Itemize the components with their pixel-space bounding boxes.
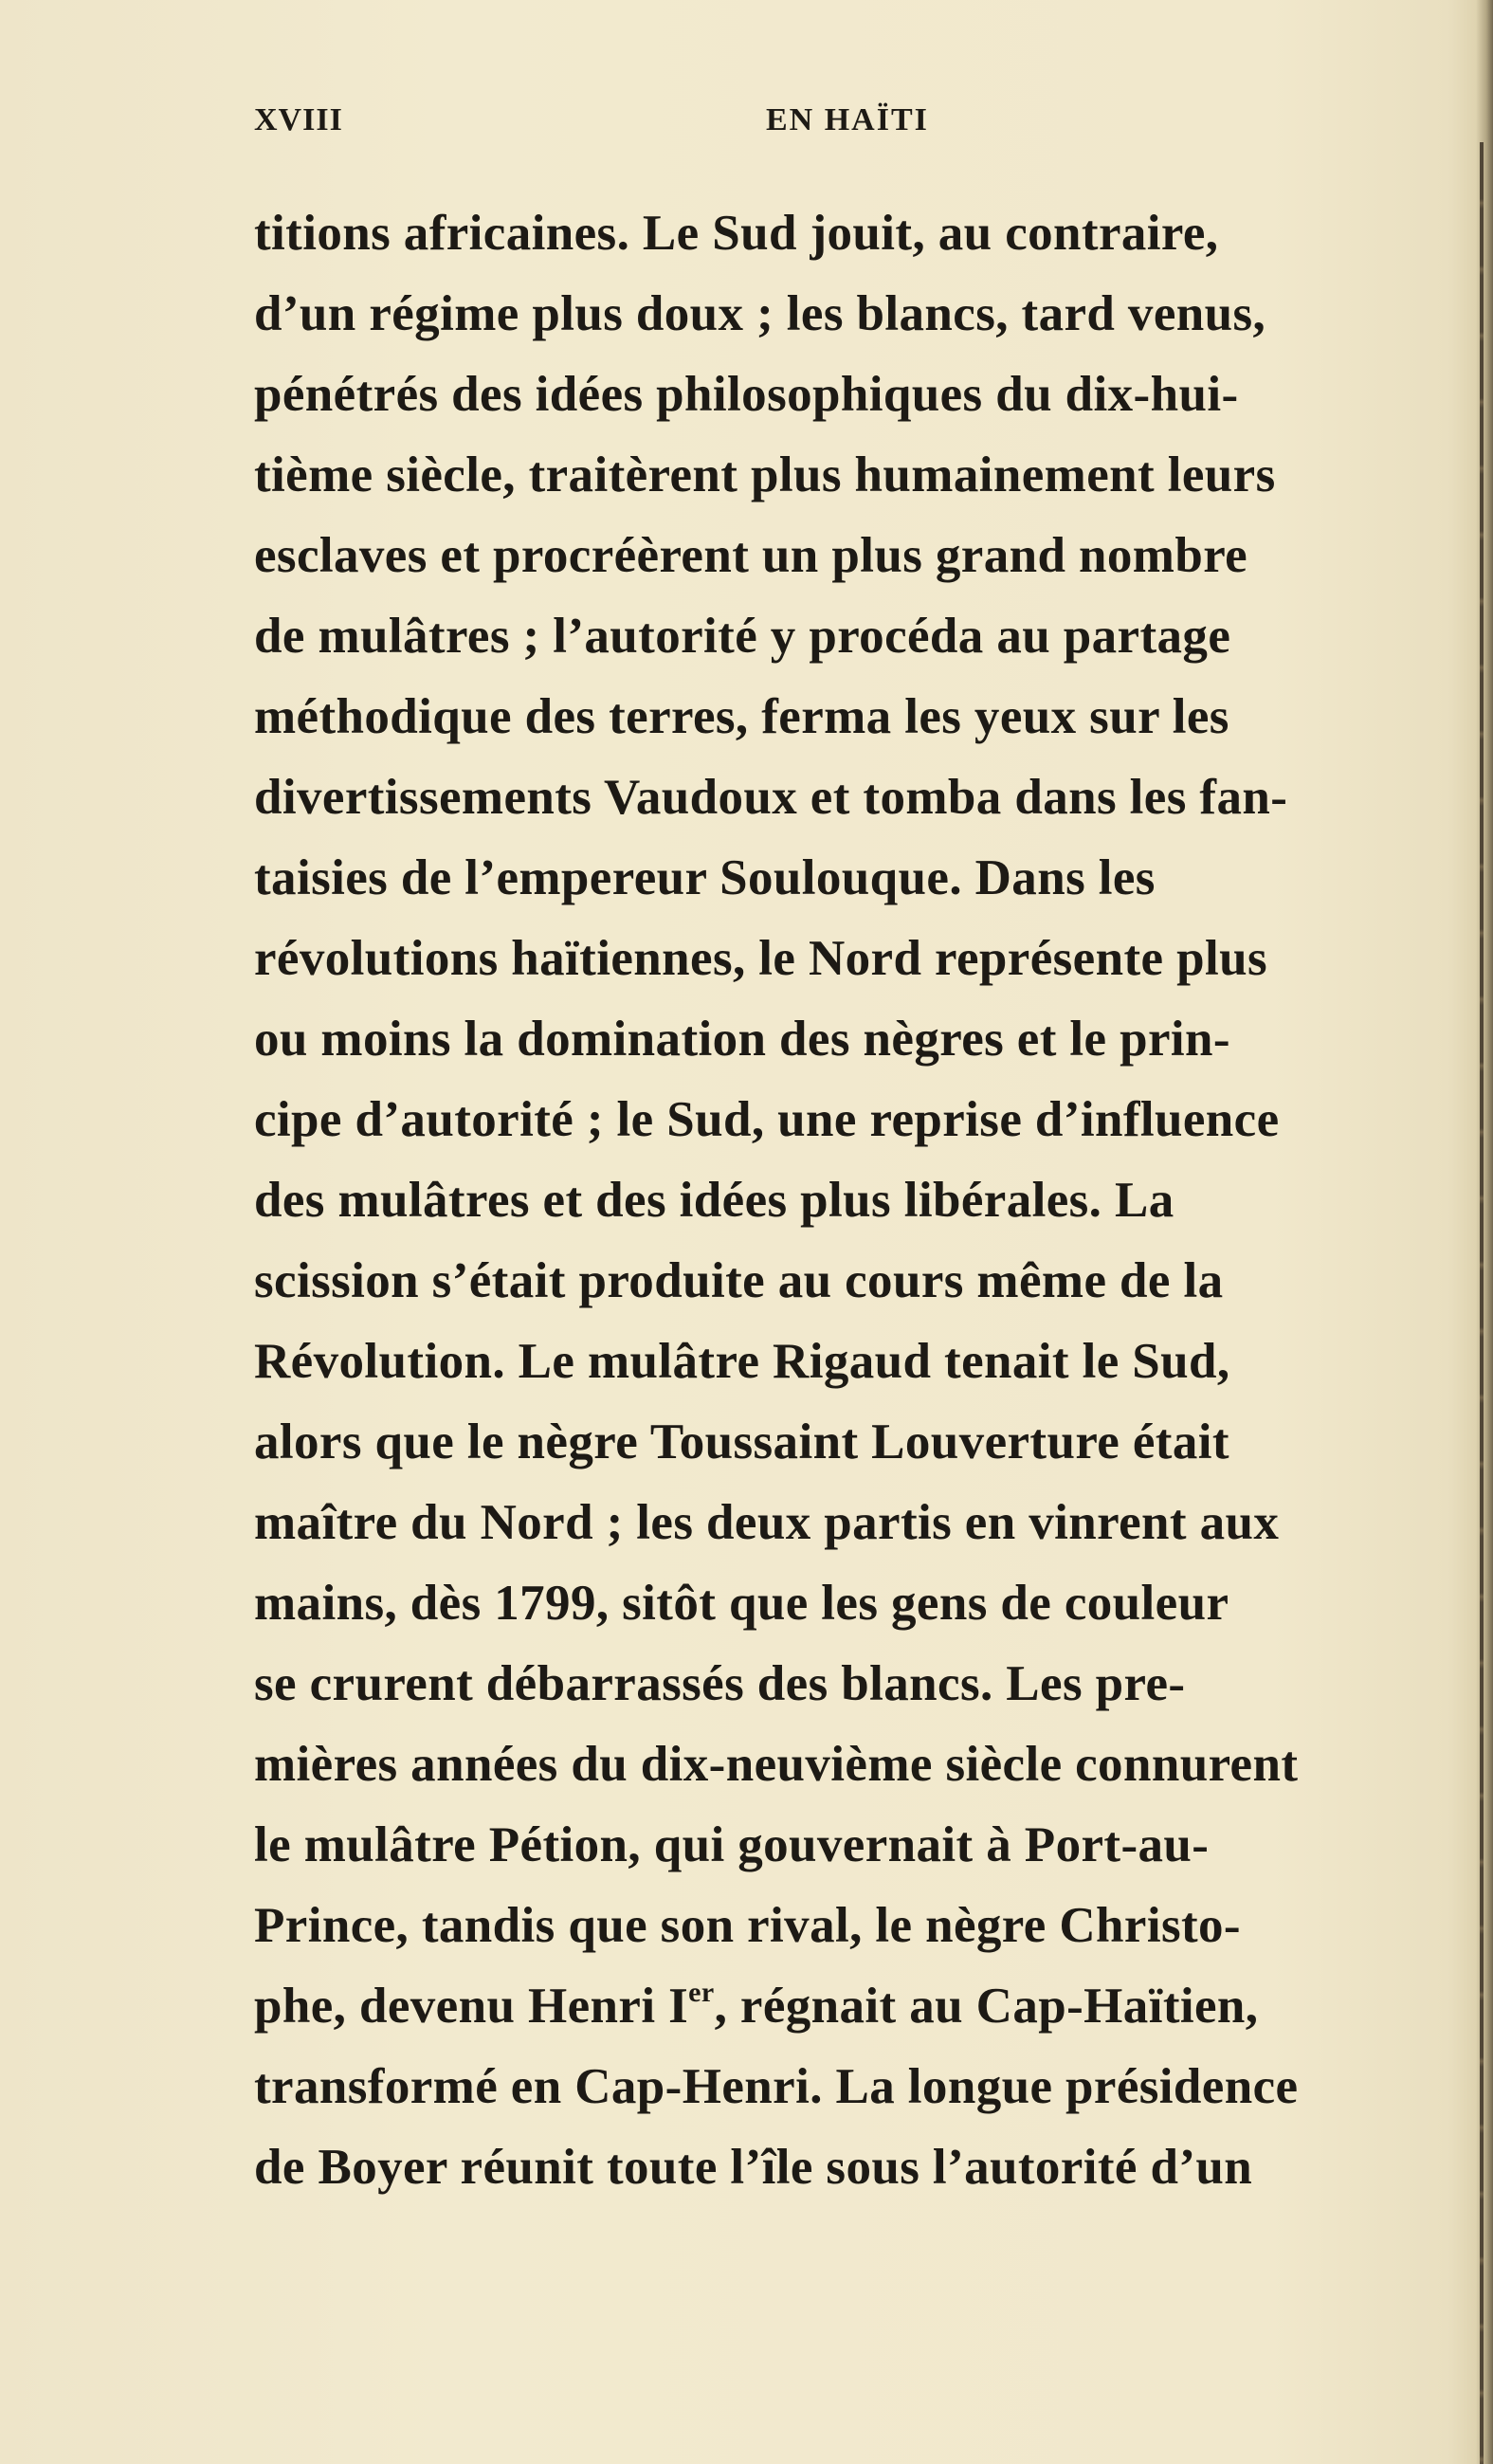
text-line: Révolution. Le mulâtre Rigaud tenait le Sud, bbox=[254, 1334, 1230, 1389]
page-edge-shadow bbox=[1476, 0, 1493, 2464]
text-line: tième siècle, traitèrent plus humainement leurs bbox=[254, 447, 1276, 502]
henri-before: phe, devenu Henri I bbox=[254, 1979, 689, 2034]
text-line: ou moins la domination des nègres et le prin- bbox=[254, 1012, 1230, 1067]
text-line: mières années du dix-neuvième siècle connurent bbox=[254, 1737, 1299, 1792]
text-line: pénétrés des idées philosophiques du dix-hui- bbox=[254, 367, 1239, 422]
text-line: révolutions haïtiennes, le Nord représente plus bbox=[254, 931, 1267, 986]
text-line: mains, dès 1799, sitôt que les gens de couleur bbox=[254, 1576, 1229, 1631]
henri-after: , régnait au Cap-Haïtien, bbox=[714, 1979, 1259, 2034]
henri-superscript: er bbox=[688, 1977, 715, 2008]
page-number: XVIII bbox=[254, 102, 343, 137]
text-line: de mulâtres ; l’autorité y procéda au partage bbox=[254, 609, 1231, 664]
body-text bbox=[254, 193, 1467, 2208]
text-line: divertissements Vaudoux et tomba dans les fan- bbox=[254, 770, 1288, 825]
text-line: maître du Nord ; les deux partis en vinrent aux bbox=[254, 1495, 1280, 1550]
text-line: titions africaines. Le Sud jouit, au contraire, bbox=[254, 206, 1219, 261]
text-line: transformé en Cap-Henri. La longue présidence bbox=[254, 2059, 1299, 2114]
running-title: EN HAÏTI bbox=[766, 102, 929, 137]
running-header bbox=[254, 102, 1278, 150]
text-line-henri bbox=[254, 1966, 1467, 2047]
page-trim-edge bbox=[1480, 142, 1484, 2464]
text-line: esclaves et procréèrent un plus grand nombre bbox=[254, 528, 1248, 583]
text-line: cipe d’autorité ; le Sud, une reprise d’influence bbox=[254, 1092, 1280, 1147]
text-line: le mulâtre Pétion, qui gouvernait à Port-au- bbox=[254, 1817, 1210, 1872]
text-line: se crurent débarrassés des blancs. Les pre- bbox=[254, 1656, 1186, 1711]
text-line: méthodique des terres, ferma les yeux sur les bbox=[254, 689, 1229, 744]
text-line: d’un régime plus doux ; les blancs, tard venus, bbox=[254, 286, 1266, 341]
text-line: scission s’était produite au cours même de la bbox=[254, 1253, 1224, 1308]
text-line: taisies de l’empereur Soulouque. Dans les bbox=[254, 850, 1156, 905]
text-line: des mulâtres et des idées plus libérales. La bbox=[254, 1173, 1174, 1228]
text-line: de Boyer réunit toute l’île sous l’autorité d’un bbox=[254, 2140, 1253, 2195]
text-line: alors que le nègre Toussaint Louverture était bbox=[254, 1415, 1229, 1469]
text-line: Prince, tandis que son rival, le nègre Christo- bbox=[254, 1898, 1241, 1953]
